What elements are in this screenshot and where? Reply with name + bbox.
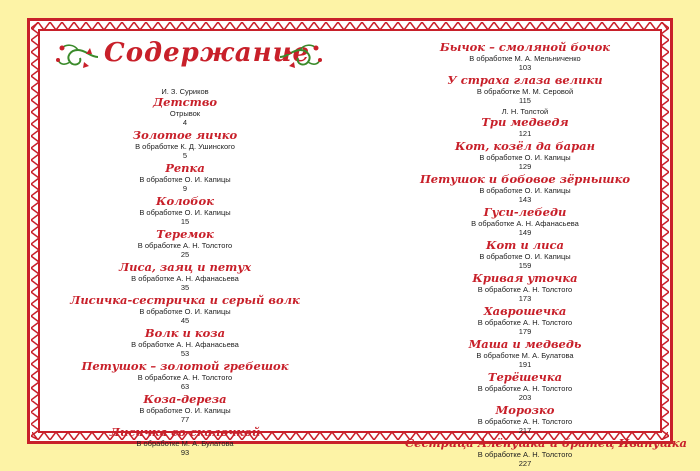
toc-entry[interactable] xyxy=(65,295,305,326)
entry-title[interactable]: Морозко xyxy=(495,403,555,417)
entry-note: В обработке А. Н. Толстого xyxy=(477,384,573,393)
entry-note: Отрывок xyxy=(169,109,201,118)
entry-note: В обработке М. М. Серовой xyxy=(476,87,574,96)
entry-note: В обработке О. И. Капицы xyxy=(139,307,231,316)
toc-entry[interactable] xyxy=(65,328,305,359)
entry-title[interactable]: Терёшечка xyxy=(487,370,563,384)
entry-page-number: 93 xyxy=(180,448,190,457)
entry-title[interactable]: Лиса, заяц и петух xyxy=(118,260,252,274)
entry-page-number: 179 xyxy=(518,327,532,336)
entry-note: В обработке О. И. Капицы xyxy=(479,252,571,261)
toc-column-right xyxy=(405,40,687,471)
entry-title[interactable]: Сестрица Алёнушка и братец Иванушка xyxy=(405,436,687,450)
entry-page-number: 149 xyxy=(518,228,532,237)
entry-title[interactable]: Хаврошечка xyxy=(483,304,567,318)
entry-page-number: 103 xyxy=(518,63,532,72)
toc-entry[interactable] xyxy=(405,339,645,370)
toc-entry[interactable] xyxy=(405,42,645,73)
entry-note: В обработке М. А. Мельниченко xyxy=(469,54,581,63)
entry-page-number: 173 xyxy=(518,294,532,303)
toc-entry[interactable] xyxy=(65,88,305,128)
entry-note: В обработке А. Н. Афанасьева xyxy=(471,219,579,228)
toc-heading xyxy=(56,34,326,78)
toc-entry[interactable] xyxy=(65,427,305,458)
entry-page-number: 45 xyxy=(180,316,190,325)
toc-entry[interactable] xyxy=(65,196,305,227)
toc-entry[interactable] xyxy=(405,174,645,205)
entry-note: В обработке А. Н. Афанасьева xyxy=(131,340,239,349)
entry-note: В обработке А. Н. Толстого xyxy=(137,241,233,250)
entry-note: В обработке О. И. Капицы xyxy=(139,406,231,415)
toc-entry[interactable] xyxy=(405,372,645,403)
entry-note: В обработке М. А. Булатова xyxy=(136,439,234,448)
entry-title[interactable]: Детство xyxy=(152,95,218,109)
entry-page-number: 191 xyxy=(518,360,532,369)
floral-ornament-icon xyxy=(278,40,322,74)
toc-entry[interactable] xyxy=(65,163,305,194)
entry-page-number: 15 xyxy=(180,217,190,226)
entry-title[interactable]: Петушок и бобовое зёрнышко xyxy=(419,172,631,186)
entry-page-number: 5 xyxy=(182,151,188,160)
entry-title[interactable]: Коза-дереза xyxy=(143,392,227,406)
entry-page-number: 159 xyxy=(518,261,532,270)
entry-page-number: 115 xyxy=(519,96,531,105)
entry-note: В обработке А. Н. Толстого xyxy=(477,450,573,459)
entry-note: В обработке К. Д. Ушинского xyxy=(135,142,235,151)
entry-title[interactable]: Маша и медведь xyxy=(468,337,582,351)
entry-page-number: 35 xyxy=(180,283,190,292)
entry-page-number: 25 xyxy=(180,250,190,259)
entry-page-number: 217 xyxy=(518,426,532,435)
entry-title[interactable]: Колобок xyxy=(156,194,214,208)
entry-note: В обработке А. Н. Толстого xyxy=(477,318,573,327)
entry-title[interactable]: Теремок xyxy=(156,227,214,241)
toc-entry[interactable] xyxy=(405,240,645,271)
entry-note: В обработке О. И. Капицы xyxy=(479,153,571,162)
entry-page-number: 53 xyxy=(180,349,190,358)
entry-page-number: 227 xyxy=(518,459,532,468)
entry-page-number: 203 xyxy=(518,393,532,402)
entry-note: В обработке О. И. Капицы xyxy=(139,208,231,217)
entry-title[interactable]: Репка xyxy=(165,161,205,175)
toc-entry[interactable] xyxy=(65,361,305,392)
entry-title[interactable]: Лисичка со скалочкой xyxy=(109,425,261,439)
entry-note: В обработке О. И. Капицы xyxy=(479,186,571,195)
floral-ornament-icon xyxy=(56,40,100,74)
toc-entry[interactable] xyxy=(65,394,305,425)
entry-page-number: 77 xyxy=(180,415,190,424)
toc-entry[interactable] xyxy=(65,130,305,161)
toc-entry[interactable] xyxy=(65,229,305,260)
page-title: Содержание xyxy=(104,38,311,68)
toc-entry[interactable] xyxy=(405,273,645,304)
entry-note: В обработке А. Н. Толстого xyxy=(137,373,233,382)
entry-author: И. З. Суриков xyxy=(161,87,209,96)
entry-title[interactable]: У страха глаза велики xyxy=(447,73,603,87)
entry-title[interactable]: Бычок – смоляной бочок xyxy=(439,40,611,54)
entry-note: В обработке М. А. Булатова xyxy=(476,351,574,360)
toc-entry[interactable] xyxy=(405,141,645,172)
entry-title[interactable]: Петушок – золотой гребешок xyxy=(81,359,289,373)
toc-entry[interactable] xyxy=(405,108,645,139)
entry-title[interactable]: Гуси-лебеди xyxy=(483,205,567,219)
entry-page-number: 143 xyxy=(518,195,532,204)
toc-entry[interactable] xyxy=(405,75,645,106)
entry-page-number: 63 xyxy=(180,382,190,391)
entry-page-number: 121 xyxy=(518,129,532,138)
entry-note: В обработке О. И. Капицы xyxy=(139,175,231,184)
toc-entry[interactable] xyxy=(405,405,645,436)
entry-note: В обработке А. Н. Толстого xyxy=(477,285,573,294)
entry-title[interactable]: Кот, козёл да баран xyxy=(455,139,595,153)
toc-entry[interactable] xyxy=(405,306,645,337)
entry-note: В обработке А. Н. Афанасьева xyxy=(131,274,239,283)
entry-title[interactable]: Кот и лиса xyxy=(486,238,564,252)
entry-page-number: 9 xyxy=(182,184,188,193)
entry-page-number: 4 xyxy=(182,118,188,127)
toc-entry[interactable] xyxy=(65,262,305,293)
entry-title[interactable]: Кривая уточка xyxy=(472,271,578,285)
toc-entry[interactable] xyxy=(405,207,645,238)
entry-title[interactable]: Золотое яичко xyxy=(132,128,238,142)
entry-title[interactable]: Три медведя xyxy=(481,115,569,129)
toc-column-left xyxy=(65,88,305,460)
entry-title[interactable]: Лисичка-сестричка и серый волк xyxy=(70,293,300,307)
entry-page-number: 129 xyxy=(518,162,532,171)
entry-author: Л. Н. Толстой xyxy=(501,107,549,116)
entry-title[interactable]: Волк и коза xyxy=(144,326,226,340)
entry-note: В обработке А. Н. Толстого xyxy=(477,417,573,426)
toc-entry[interactable] xyxy=(405,436,687,469)
